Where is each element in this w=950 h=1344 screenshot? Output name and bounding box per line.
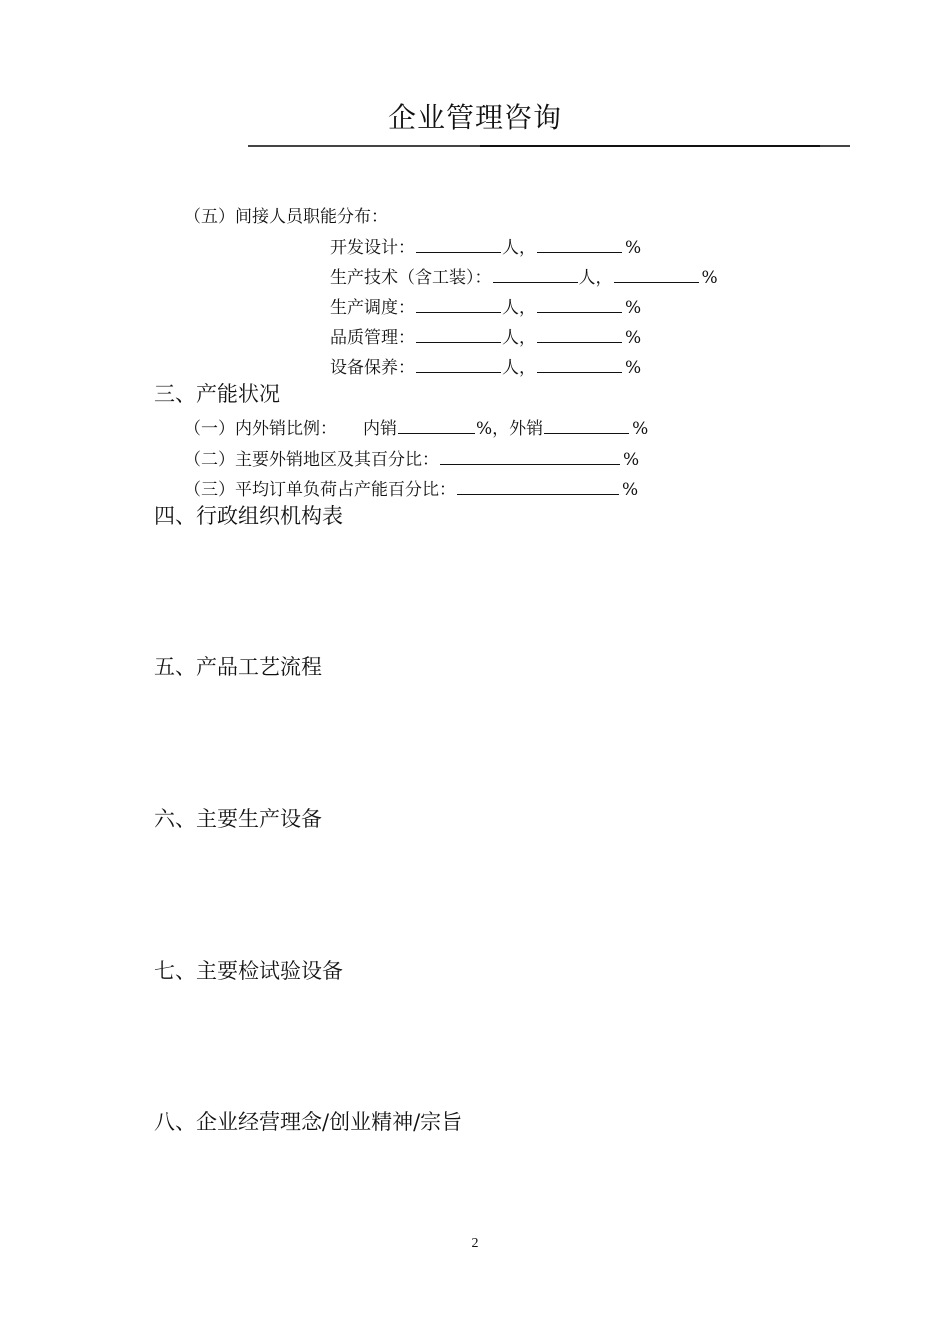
unit-percent: % (622, 480, 639, 500)
header-rule-accent (480, 145, 820, 147)
heading-production-equipment: 六、主要生产设备 (154, 807, 322, 831)
blank-percent-field[interactable] (537, 326, 622, 343)
form-row-maintenance (330, 356, 641, 379)
blank-order-load[interactable] (457, 478, 619, 495)
capacity-row-sales-ratio (184, 417, 648, 440)
row-label: 设备保养： (330, 358, 415, 378)
unit-percent: % (625, 358, 642, 378)
unit-percent: % (701, 268, 718, 288)
row-label: 开发设计： (330, 238, 415, 258)
domestic-label: 内销 (363, 419, 397, 439)
heading-inspection-equipment: 七、主要检试验设备 (154, 959, 343, 983)
form-row-quality (330, 326, 641, 349)
blank-people-field[interactable] (416, 236, 501, 253)
blank-export-regions[interactable] (440, 448, 620, 465)
blank-people-field[interactable] (416, 326, 501, 343)
export-label: 外销 (509, 419, 544, 439)
form-row-dev-design (330, 236, 641, 259)
blank-domestic-percent[interactable] (398, 417, 475, 434)
capacity-row-order-load (184, 478, 638, 501)
unit-people: 人， (502, 328, 536, 348)
blank-people-field[interactable] (416, 356, 501, 373)
heading-process-flow: 五、产品工艺流程 (154, 655, 322, 679)
capacity-row-export-regions (184, 448, 639, 471)
heading-capacity: 三、产能状况 (154, 382, 280, 406)
row-label: 生产调度： (330, 298, 415, 318)
page-number: 2 (471, 1236, 479, 1251)
row-label: 品质管理： (330, 328, 415, 348)
row-label: （一）内外销比例： (184, 419, 337, 439)
blank-people-field[interactable] (416, 296, 501, 313)
indirect-staff-title (184, 206, 388, 228)
heading-org-chart: 四、行政组织机构表 (154, 504, 343, 528)
row-label: （三）平均订单负荷占产能百分比： (184, 480, 456, 500)
blank-percent-field[interactable] (537, 296, 622, 313)
unit-people: 人， (502, 298, 536, 318)
unit-percent: % (625, 238, 642, 258)
unit-people: 人， (502, 358, 536, 378)
page-header-title: 企业管理咨询 (387, 101, 562, 134)
blank-percent-field[interactable] (537, 356, 622, 373)
blank-people-field[interactable] (493, 266, 578, 283)
unit-percent: % (623, 450, 640, 470)
heading-business-philosophy: 八、企业经营理念/创业精神/宗旨 (154, 1110, 463, 1134)
unit-people: 人， (578, 268, 613, 288)
unit-percent: % (625, 298, 642, 318)
blank-export-percent[interactable] (544, 417, 629, 434)
unit-percent: % (632, 419, 649, 439)
form-row-scheduling (330, 296, 641, 319)
unit-percent: % (625, 328, 642, 348)
form-row-prod-tech (330, 266, 718, 289)
unit-people: 人， (502, 238, 536, 258)
unit-percent-comma: %， (476, 419, 510, 439)
row-label: 生产技术（含工装）： (330, 268, 492, 288)
blank-percent-field[interactable] (614, 266, 699, 283)
blank-percent-field[interactable] (537, 236, 622, 253)
row-label: （二）主要外销地区及其百分比： (184, 450, 439, 470)
indirect-staff-title-text: （五）间接人员职能分布： (184, 207, 388, 227)
